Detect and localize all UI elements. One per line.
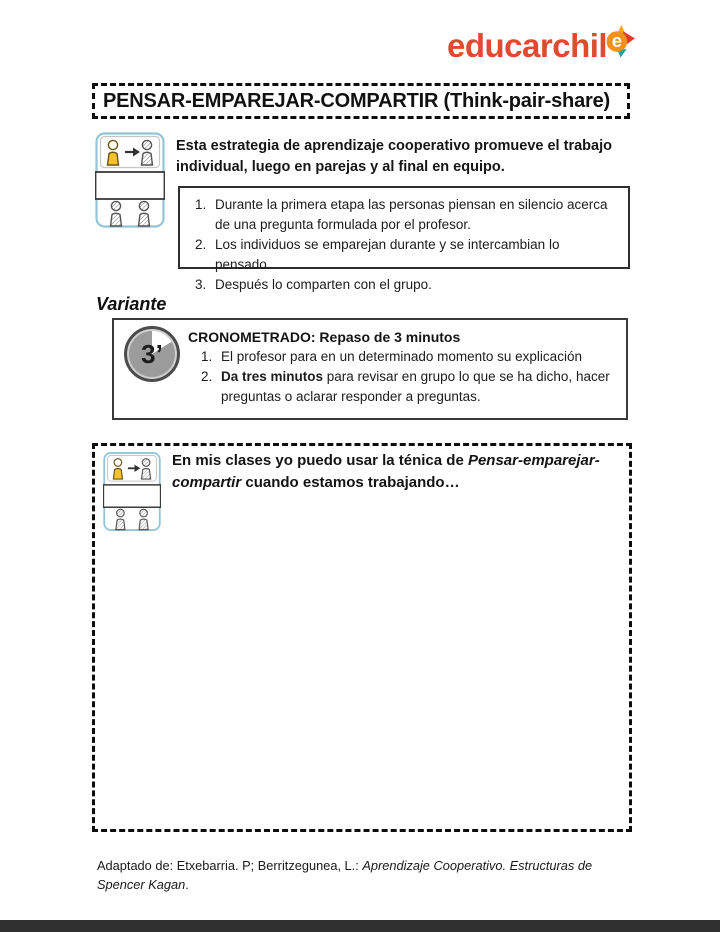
list-item [216,347,620,367]
list-item: 1. Durante la primera etapa las personas piensan en silencio acerca de una pregunta formulada por el profesor. [210,195,618,235]
educarchile-logo [447,12,635,70]
prompt-tail: cuando estamos trabajando… [241,474,460,491]
three-minute-timer-icon [124,326,180,382]
timer-label: 3’ [141,339,163,369]
list-item [216,367,620,407]
step-text: El profesor para en un determinado momento su explicación [221,349,582,364]
citation-footer [97,856,642,894]
citation-suffix: . [185,877,189,892]
variant-title: CRONOMETRADO: Repaso de 3 minutos [188,329,461,345]
variant-steps-list [216,347,620,407]
intro-paragraph: Esta estrategia de aprendizaje cooperativo promueve el trabajo individual, luego en parejas y al final en equipo. [176,138,612,175]
technique-name: Pensar-emparejar-compartir [172,452,600,491]
logo-mark-letter: e [611,30,623,52]
practice-answer-box [92,443,632,832]
think-pair-share-table-icon [95,132,165,228]
step-text: para revisar en grupo lo que se ha dicho, hacer preguntas o aclarar responder a preguntas. [221,369,610,404]
citation-source: Aprendizaje Cooperativo. Estructuras de Spencer Kagan [97,858,593,892]
title-box [92,83,630,119]
list-item: 2. Los individuos se emparejan durante y se intercambian lo pensado. [210,235,618,275]
strategy-steps-box [178,186,630,292]
scan-edge-bar [0,920,720,932]
logo-wordmark: educarchil [447,26,608,64]
strategy-steps-list [210,195,618,295]
prompt-lead: En mis clases yo puedo usar la ténica de [172,452,468,469]
practice-prompt [172,450,612,494]
citation-prefix: Adaptado de: Etxebarria. P; Berritzegunea, L.: [97,858,363,873]
variant-content [188,327,620,407]
step-bold-lead: Da tres minutos [221,369,324,384]
variant-box [112,318,628,420]
think-pair-share-table-icon [103,450,161,533]
page-title: PENSAR-EMPAREJAR-COMPARTIR (Think-pair-share) [103,89,610,112]
variant-heading: Variante [96,294,167,314]
logo-e-starburst-icon [605,10,635,72]
list-item: 3. Después lo comparten con el grupo. [210,275,618,295]
